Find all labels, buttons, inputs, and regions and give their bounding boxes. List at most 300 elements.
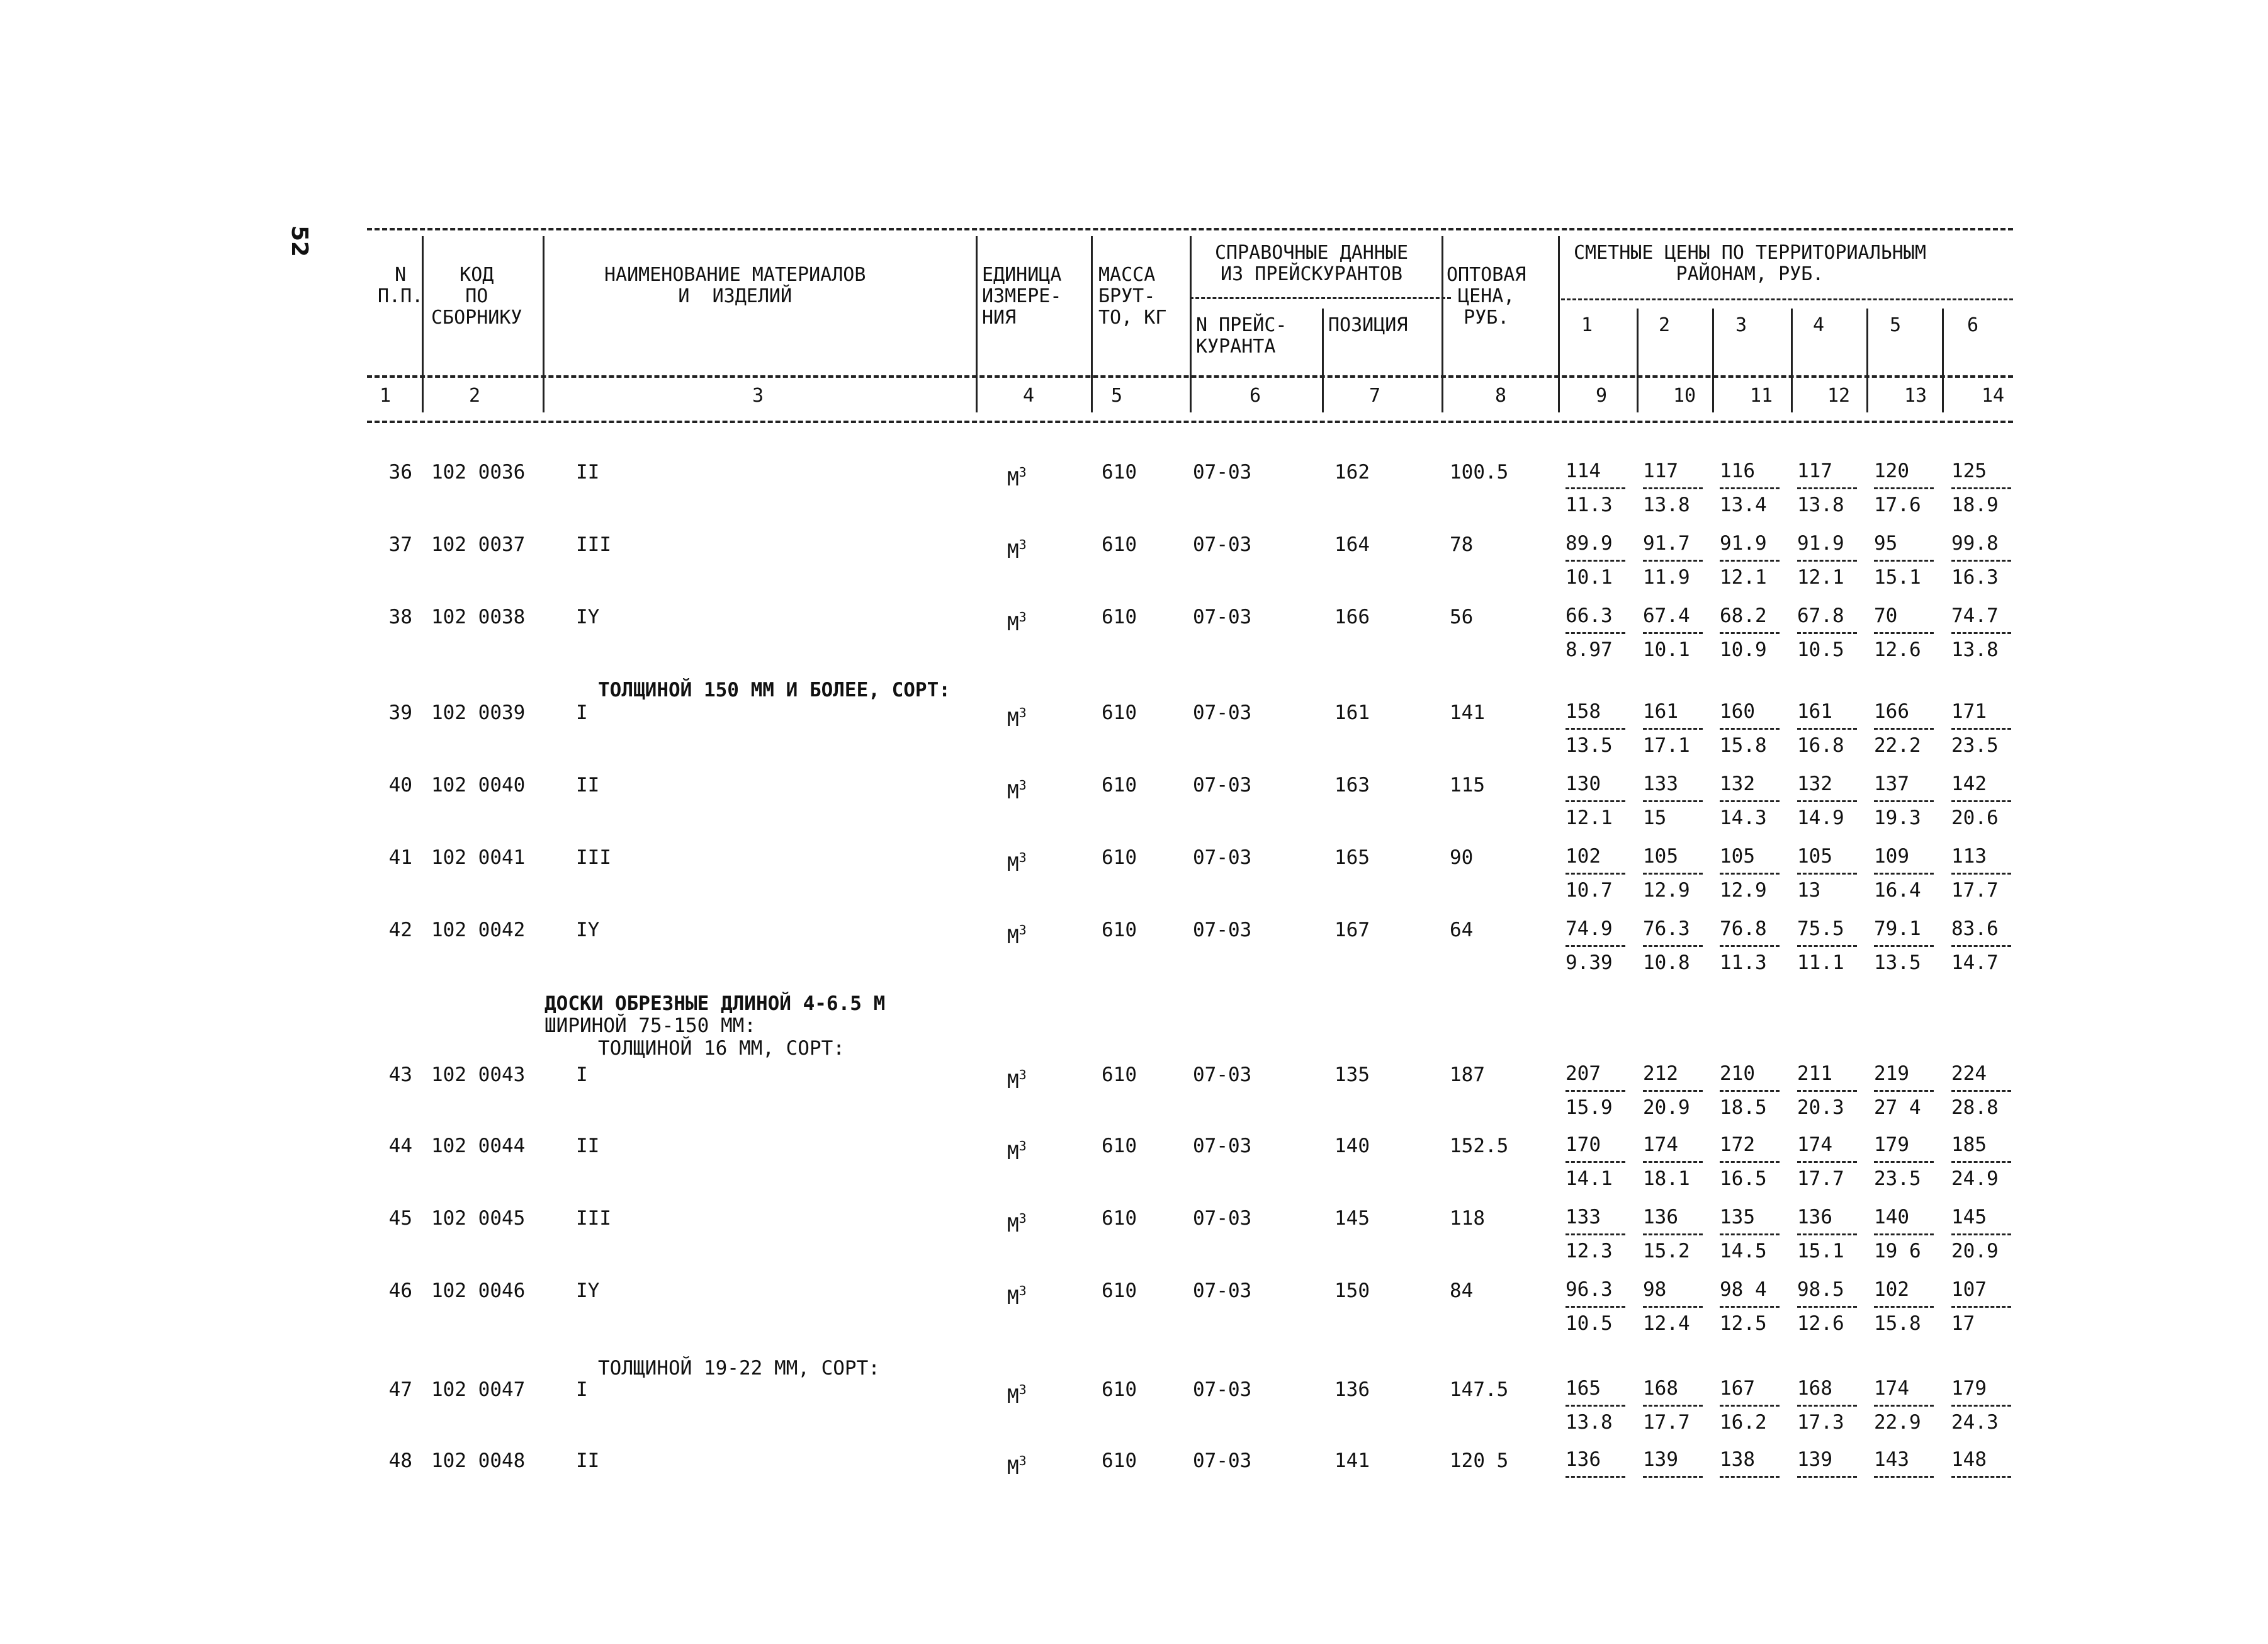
row-mass: 610 [1102,1063,1137,1086]
fraction-bar [1720,1405,1780,1407]
price-value: 99.8 [1951,532,1999,555]
section-heading: ШИРИНОЙ 75-150 ММ: [544,1014,756,1037]
column-number: 4 [1023,385,1035,407]
row-unit [1007,774,1027,803]
fraction-bar [1874,945,1934,947]
region-price [1797,1378,1857,1433]
price-value: 102 [1566,845,1601,868]
region-number: 5 [1890,314,1902,336]
region-price [1951,1378,2011,1433]
price-subvalue: 12.6 [1874,638,1921,661]
price-value: 95 [1874,532,1898,555]
row-code: 102 0036 [431,461,526,484]
unit-superscript: 3 [1018,850,1027,865]
price-subvalue: 11.3 [1720,951,1767,974]
unit-superscript: 3 [1018,778,1027,793]
row-name: III [576,533,611,556]
row-code: 102 0043 [431,1063,526,1086]
row-unit [1007,1135,1027,1164]
fraction-bar [1874,1306,1934,1308]
price-value: 102 [1874,1278,1909,1301]
region-price [1874,1134,1934,1189]
price-value: 137 [1874,773,1909,795]
price-subvalue: 13 [1797,879,1821,902]
price-value: 171 [1951,700,1987,723]
price-value: 91.9 [1720,532,1767,555]
col-sep [1712,309,1714,412]
row-number: 45 [388,1207,412,1230]
row-unit [1007,847,1027,875]
row-position: 165 [1334,846,1370,869]
row-pricelist: 07-03 [1193,1063,1252,1086]
region-price [1797,1206,1857,1262]
region-price [1643,1449,1703,1483]
region-price [1874,460,1934,516]
price-subvalue: 17.7 [1951,879,1999,902]
row-mass: 610 [1102,1207,1137,1230]
price-value: 212 [1643,1062,1678,1085]
row-wholesale-price: 78 [1450,533,1474,556]
region-number: 4 [1813,314,1825,336]
region-price [1797,1134,1857,1189]
price-value: 158 [1566,700,1601,723]
region-number: 3 [1735,314,1747,336]
row-wholesale-price: 141 [1450,701,1485,724]
price-subvalue: 18.5 [1720,1096,1767,1119]
price-value: 174 [1874,1377,1909,1400]
price-value: 74.7 [1951,604,1999,627]
row-number: 42 [388,919,412,941]
price-subvalue: 13.8 [1951,638,1999,661]
fraction-bar [1951,873,2011,875]
row-name: IY [576,606,600,628]
col-sep [1322,309,1324,412]
row-unit [1007,606,1027,635]
price-value: 133 [1566,1206,1601,1228]
price-value: 211 [1797,1062,1832,1085]
unit-superscript: 3 [1018,537,1027,552]
price-value: 135 [1720,1206,1755,1228]
fraction-bar [1643,1405,1703,1407]
price-value: 161 [1797,700,1832,723]
row-code: 102 0048 [431,1449,526,1472]
region-price [1720,1279,1780,1334]
price-value: 96.3 [1566,1278,1613,1301]
fraction-bar [1566,1090,1625,1092]
fraction-bar [1797,1090,1857,1092]
price-subvalue: 14.3 [1720,807,1767,829]
price-subvalue: 20.3 [1797,1096,1844,1119]
price-subvalue: 10.1 [1566,566,1613,589]
col-sep [1091,236,1093,412]
fraction-bar [1643,1090,1703,1092]
price-subvalue: 15.1 [1874,566,1921,589]
price-subvalue: 14.9 [1797,807,1844,829]
fraction-bar [1566,945,1625,947]
fraction-bar [1951,1476,2011,1478]
price-subvalue: 16.8 [1797,734,1844,757]
price-value: 70 [1874,604,1898,627]
fraction-bar [1797,728,1857,730]
fraction-bar [1720,1306,1780,1308]
section-heading: ДОСКИ ОБРЕЗНЫЕ ДЛИНОЙ 4-6.5 М [544,992,886,1015]
region-price [1951,1063,2011,1118]
row-wholesale-price: 120 5 [1450,1449,1509,1472]
header-bottom-rule [367,421,2013,423]
unit-superscript: 3 [1018,1067,1027,1082]
price-subvalue: 22.9 [1874,1411,1921,1434]
price-value: 125 [1951,460,1987,482]
price-subvalue: 17.6 [1874,494,1921,516]
row-position: 163 [1334,774,1370,796]
row-pricelist: 07-03 [1193,461,1252,484]
price-subvalue: 18.9 [1951,494,1999,516]
fraction-bar [1797,873,1857,875]
price-subvalue: 23.5 [1874,1167,1921,1190]
row-unit [1007,702,1027,730]
row-wholesale-price: 147.5 [1450,1378,1509,1401]
price-subvalue: 24.9 [1951,1167,1999,1190]
price-subvalue: 15.9 [1566,1096,1613,1119]
price-value: 210 [1720,1062,1755,1085]
header-regions: СМЕТНЫЕ ЦЕНЫ ПО ТЕРРИТОРИАЛЬНЫМ РАЙОНАМ, РУБ. [1574,242,1926,285]
row-position: 166 [1334,606,1370,628]
header-top-rule [367,228,2013,230]
region-price [1643,1206,1703,1262]
price-subvalue: 22.2 [1874,734,1921,757]
row-position: 161 [1334,701,1370,724]
fraction-bar [1874,800,1934,802]
price-value: 179 [1951,1377,1987,1400]
row-mass: 610 [1102,846,1137,869]
row-code: 102 0044 [431,1135,526,1157]
row-unit [1007,1280,1027,1308]
price-value: 89.9 [1566,532,1613,555]
fraction-bar [1566,1405,1625,1407]
price-value: 67.4 [1643,604,1690,627]
price-value: 167 [1720,1377,1755,1400]
price-value: 172 [1720,1133,1755,1156]
row-name: IY [576,919,600,941]
fraction-bar [1951,632,2011,634]
region-price [1874,1449,1934,1483]
price-subvalue: 12.6 [1797,1312,1844,1335]
region-price [1643,1134,1703,1189]
row-position: 145 [1334,1207,1370,1230]
region-price [1566,605,1625,660]
spr-sub-rule [1190,297,1451,299]
unit-superscript: 3 [1018,609,1027,625]
region-price [1874,1279,1934,1334]
row-pricelist: 07-03 [1193,774,1252,796]
price-value: 166 [1874,700,1909,723]
row-number: 44 [388,1135,412,1157]
row-code: 102 0037 [431,533,526,556]
fraction-bar [1797,560,1857,562]
region-price [1874,773,1934,829]
fraction-bar [1951,800,2011,802]
page-number: 52 [286,225,312,258]
fraction-bar [1797,487,1857,489]
row-number: 38 [388,606,412,628]
column-number: 5 [1111,385,1123,407]
row-unit [1007,462,1027,490]
region-price [1720,846,1780,901]
row-unit [1007,534,1027,562]
region-price [1720,773,1780,829]
price-subvalue: 8.97 [1566,638,1613,661]
fraction-bar [1951,1090,2011,1092]
price-subvalue: 15.1 [1797,1240,1844,1262]
fraction-bar [1797,1476,1857,1478]
fraction-bar [1874,1476,1934,1478]
row-name: II [576,1135,600,1157]
price-subvalue: 12.3 [1566,1240,1613,1262]
row-number: 37 [388,533,412,556]
fraction-bar [1797,945,1857,947]
fraction-bar [1566,487,1625,489]
price-value: 91.7 [1643,532,1690,555]
region-price [1951,846,2011,901]
region-price [1720,1206,1780,1262]
row-name: III [576,1207,611,1230]
region-price [1566,846,1625,901]
row-position: 164 [1334,533,1370,556]
price-value: 138 [1720,1448,1755,1471]
region-price [1874,605,1934,660]
row-number: 41 [388,846,412,869]
price-value: 98 [1643,1278,1667,1301]
region-price [1566,1134,1625,1189]
unit-superscript: 3 [1018,1283,1027,1298]
region-price [1797,1449,1857,1483]
fraction-bar [1643,1476,1703,1478]
unit-text: М [1007,540,1019,563]
fraction-bar [1566,1161,1625,1163]
row-position: 167 [1334,919,1370,941]
header-mass: МАССА БРУТ- ТО, КГ [1098,264,1167,329]
price-subvalue: 17.3 [1797,1411,1844,1434]
region-price [1797,605,1857,660]
region-price [1951,533,2011,588]
price-value: 168 [1643,1377,1678,1400]
region-price [1643,1279,1703,1334]
price-subvalue: 11.3 [1566,494,1613,516]
price-subvalue: 15.8 [1874,1312,1921,1335]
price-value: 140 [1874,1206,1909,1228]
row-position: 136 [1334,1378,1370,1401]
fraction-bar [1643,487,1703,489]
header-unit: ЕДИНИЦА ИЗМЕРЕ- НИЯ [982,264,1062,329]
price-subvalue: 17 [1951,1312,1975,1335]
price-subvalue: 17.7 [1643,1411,1690,1434]
region-price [1720,701,1780,756]
row-number: 39 [388,701,412,724]
price-subvalue: 10.8 [1643,951,1690,974]
fraction-bar [1951,1405,2011,1407]
fraction-bar [1566,560,1625,562]
region-price [1797,1063,1857,1118]
header-position: ПОЗИЦИЯ [1328,314,1408,336]
fraction-bar [1643,728,1703,730]
price-value: 105 [1720,845,1755,868]
fraction-bar [1874,560,1934,562]
row-code: 102 0045 [431,1207,526,1230]
price-subvalue: 14.5 [1720,1240,1767,1262]
price-value: 136 [1643,1206,1678,1228]
header-reference: СПРАВОЧНЫЕ ДАННЫЕ ИЗ ПРЕЙСКУРАНТОВ [1215,242,1409,285]
row-number: 46 [388,1279,412,1302]
unit-text: М [1007,1286,1019,1309]
row-wholesale-price: 152.5 [1450,1135,1509,1157]
region-price [1566,1206,1625,1262]
fraction-bar [1951,1233,2011,1235]
price-subvalue: 27 4 [1874,1096,1921,1119]
column-number: 10 [1673,385,1696,407]
row-wholesale-price: 56 [1450,606,1474,628]
region-price [1720,1378,1780,1433]
price-value: 224 [1951,1062,1987,1085]
header-price: ОПТОВАЯ ЦЕНА, РУБ. [1447,264,1526,329]
fraction-bar [1874,487,1934,489]
row-pricelist: 07-03 [1193,1207,1252,1230]
price-value: 76.3 [1643,917,1690,940]
price-value: 174 [1797,1133,1832,1156]
region-price [1951,1206,2011,1262]
price-subvalue: 20.6 [1951,807,1999,829]
row-mass: 610 [1102,1449,1137,1472]
price-value: 143 [1874,1448,1909,1471]
region-price [1643,1378,1703,1433]
column-number: 8 [1495,385,1507,407]
price-value: 67.8 [1797,604,1844,627]
col-sep [1190,236,1192,412]
region-number: 1 [1581,314,1593,336]
price-subvalue: 10.5 [1797,638,1844,661]
price-subvalue: 24.3 [1951,1411,1999,1434]
region-price [1720,1134,1780,1189]
row-name: III [576,846,611,869]
unit-superscript: 3 [1018,465,1027,480]
price-subvalue: 13.4 [1720,494,1767,516]
row-code: 102 0040 [431,774,526,796]
price-value: 174 [1643,1133,1678,1156]
region-price [1874,1378,1934,1433]
region-price [1643,460,1703,516]
price-subvalue: 18.1 [1643,1167,1690,1190]
row-position: 135 [1334,1063,1370,1086]
row-wholesale-price: 115 [1450,774,1485,796]
region-price [1566,773,1625,829]
fraction-bar [1720,800,1780,802]
region-price [1951,918,2011,973]
region-price [1951,773,2011,829]
fraction-bar [1566,1306,1625,1308]
unit-text: М [1007,1456,1019,1479]
fraction-bar [1643,1233,1703,1235]
price-subvalue: 13.8 [1797,494,1844,516]
row-unit [1007,1450,1027,1478]
fraction-bar [1874,632,1934,634]
row-mass: 610 [1102,1135,1137,1157]
price-value: 132 [1797,773,1832,795]
region-price [1643,533,1703,588]
price-value: 83.6 [1951,917,1999,940]
row-code: 102 0038 [431,606,526,628]
region-price [1643,701,1703,756]
col-sep [1637,309,1639,412]
region-price [1720,605,1780,660]
price-subvalue: 12.9 [1643,879,1690,902]
region-price [1566,533,1625,588]
row-position: 141 [1334,1449,1370,1472]
unit-text: М [1007,1214,1019,1237]
column-number: 1 [380,385,392,407]
fraction-bar [1797,1161,1857,1163]
price-value: 114 [1566,460,1601,482]
price-value: 75.5 [1797,917,1844,940]
fraction-bar [1643,560,1703,562]
price-value: 105 [1643,845,1678,868]
price-value: 136 [1797,1206,1832,1228]
unit-superscript: 3 [1018,1382,1027,1397]
unit-superscript: 3 [1018,1211,1027,1226]
unit-superscript: 3 [1018,1453,1027,1468]
unit-text: М [1007,468,1019,490]
region-price [1951,1279,2011,1334]
price-value: 165 [1566,1377,1601,1400]
price-value: 113 [1951,845,1987,868]
row-pricelist: 07-03 [1193,1378,1252,1401]
price-subvalue: 12.4 [1643,1312,1690,1335]
column-number: 7 [1369,385,1381,407]
row-number: 43 [388,1063,412,1086]
region-price [1797,846,1857,901]
price-value: 107 [1951,1278,1987,1301]
price-value: 76.8 [1720,917,1767,940]
region-price [1566,1378,1625,1433]
row-code: 102 0041 [431,846,526,869]
row-wholesale-price: 100.5 [1450,461,1509,484]
price-value: 98 4 [1720,1278,1767,1301]
fraction-bar [1566,1233,1625,1235]
region-price [1566,1279,1625,1334]
column-number: 11 [1750,385,1773,407]
header-n: N П.П. [378,264,424,307]
fraction-bar [1874,1233,1934,1235]
price-value: 117 [1643,460,1678,482]
price-subvalue: 19.3 [1874,807,1921,829]
header-code: КОД ПО СБОРНИКУ [431,264,522,329]
price-subvalue: 12.1 [1797,566,1844,589]
price-subvalue: 13.8 [1566,1411,1613,1434]
price-subvalue: 13.5 [1874,951,1921,974]
price-subvalue: 16.3 [1951,566,1999,589]
fraction-bar [1720,560,1780,562]
region-price [1951,1134,2011,1189]
fraction-bar [1951,945,2011,947]
region-sub-rule [1561,298,2013,300]
fraction-bar [1720,632,1780,634]
fraction-bar [1566,632,1625,634]
col-sep [1866,309,1868,412]
price-value: 66.3 [1566,604,1613,627]
column-number: 12 [1827,385,1851,407]
price-subvalue: 20.9 [1643,1096,1690,1119]
price-subvalue: 9.39 [1566,951,1613,974]
row-name: II [576,774,600,796]
row-unit [1007,1379,1027,1407]
